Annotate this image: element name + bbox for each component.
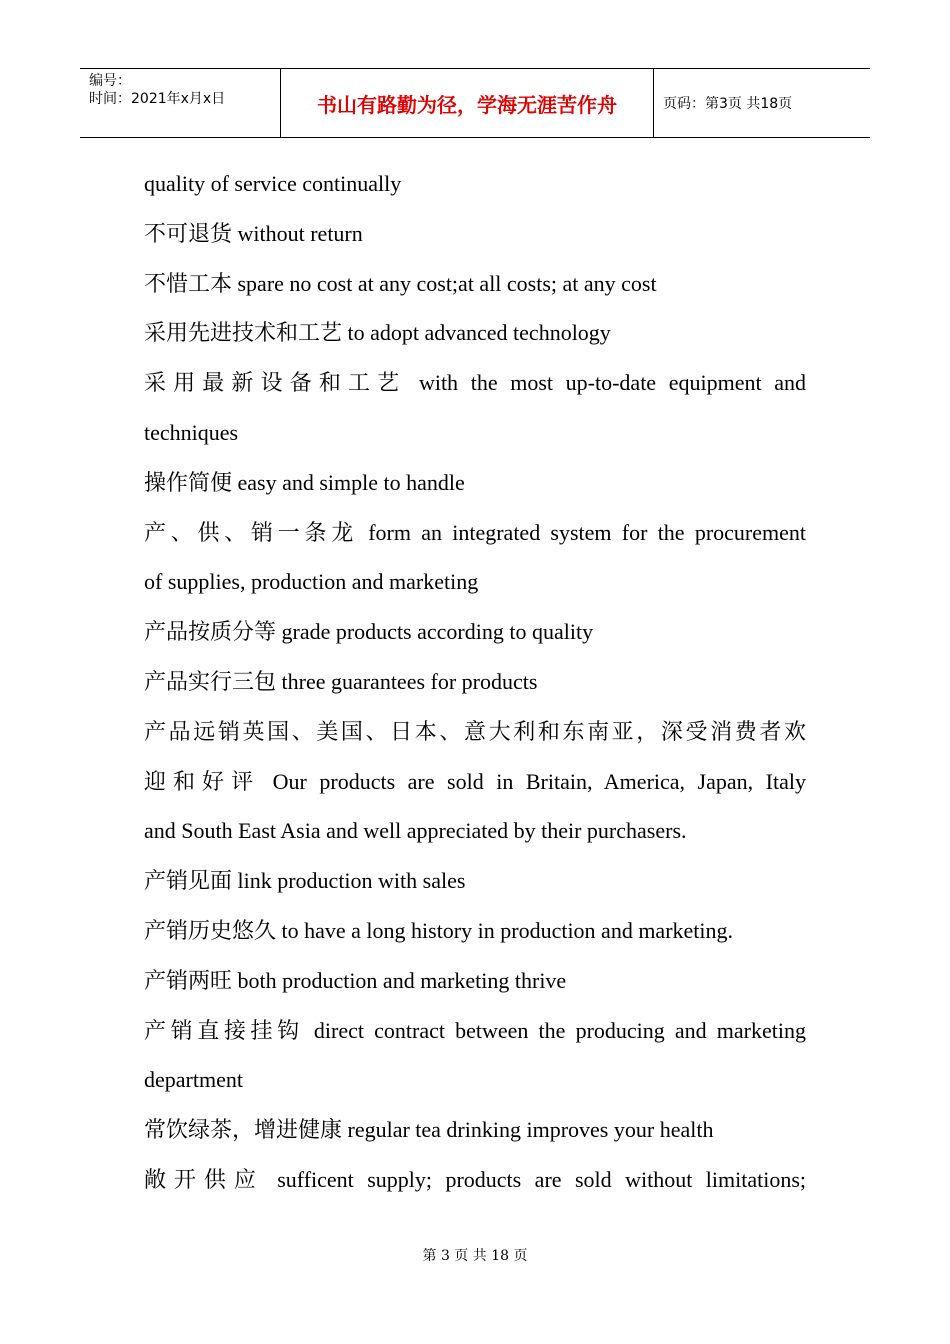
text-line: quality of service continually bbox=[144, 171, 402, 196]
text-line: of supplies, production and marketing bbox=[144, 569, 479, 595]
text-line: 迎和好评 Our products are sold in Britain, America, Japan, Italy bbox=[144, 768, 806, 794]
text-line: 产销两旺 both production and marketing thrive bbox=[144, 967, 567, 993]
text-line: 产销直接挂钩 direct contract between the producing and marketing bbox=[144, 1017, 806, 1043]
text-line: 产销历史悠久 to have a long history in production and marketing. bbox=[144, 917, 734, 943]
document-time-label: 时间：2021年x月x日 bbox=[89, 91, 226, 107]
header-motto: 书山有路勤为径，学海无涯苦作舟 bbox=[281, 69, 654, 137]
page-footer: 第 3 页 共 18 页 bbox=[422, 1248, 528, 1264]
text-line: department bbox=[144, 1067, 243, 1093]
text-line: 不可退货 without return bbox=[144, 220, 363, 246]
text-line: 敞开供应 sufficent supply; products are sold without limitations; bbox=[144, 1166, 806, 1192]
document-body bbox=[144, 159, 806, 1205]
text-line: 产品实行三包 three guarantees for products bbox=[144, 668, 538, 694]
text-line: 操作简便 easy and simple to handle bbox=[144, 469, 465, 495]
text-line: 产品按质分等 grade products according to quality bbox=[144, 619, 594, 645]
text-line: 采用最新设备和工艺 with the most up-to-date equipment and bbox=[144, 370, 806, 396]
document-number-label: 编号： bbox=[89, 73, 131, 89]
header-page-number: 页码：第3页 共18页 bbox=[663, 96, 793, 112]
text-line: and South East Asia and well appreciated by their purchasers. bbox=[144, 818, 687, 844]
text-line: 常饮绿茶，增进健康 regular tea drinking improves your health bbox=[144, 1117, 714, 1143]
text-line: 产、供、销一条龙 form an integrated system for the procurement bbox=[144, 519, 806, 545]
text-line: techniques bbox=[144, 419, 239, 445]
text-line: 产品远销英国、美国、日本、意大利和东南亚，深受消费者欢 bbox=[144, 718, 806, 744]
header-meta bbox=[80, 69, 281, 137]
page-header bbox=[80, 68, 870, 138]
text-line: 产销见面 link production with sales bbox=[144, 868, 466, 894]
text-line: 不惜工本 spare no cost at any cost;at all costs; at any cost bbox=[144, 270, 657, 296]
text-line: 采用先进技术和工艺 to adopt advanced technology bbox=[144, 320, 611, 346]
